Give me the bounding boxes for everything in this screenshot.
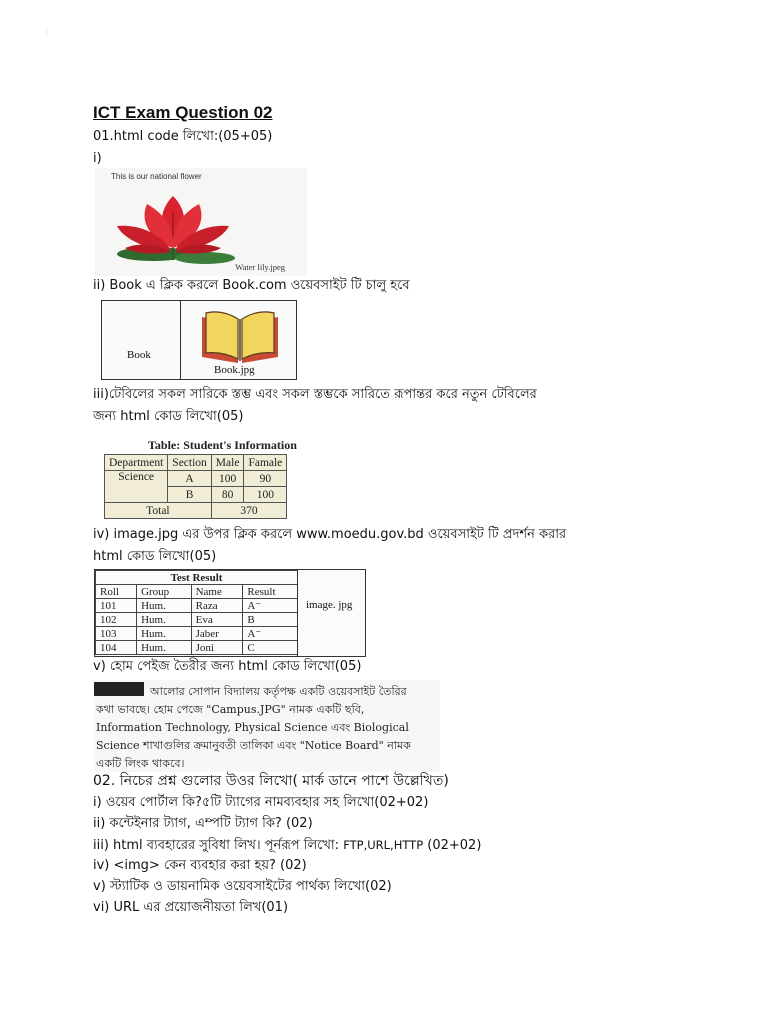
q2-item-5: v) স্ট্যাটিক ও ডায়নামিক ওয়েবসাইটের পার্থক্য লিখো(02) — [93, 879, 392, 894]
image-cell-label: image. jpg — [306, 599, 353, 611]
table-cell: 101 — [96, 599, 137, 613]
q2-item-1: i) ওয়েব পোর্টাল কি?৫টি ট্যাগের নামব্যবহার সহ লিখো(02+02) — [93, 795, 429, 810]
table-cell: Joni — [191, 641, 243, 655]
table-header-row — [105, 455, 287, 471]
table-cell: 80 — [211, 487, 244, 503]
q1-part1-label: i) — [93, 151, 102, 166]
scan-line: Science শাখাগুলির ক্রমানুবতী তালিকা এবং "Notice Board" নামক — [96, 739, 411, 752]
q1-part5: v) হোম পেইজ তৈরীর জন্য html কোড লিখো(05) — [93, 659, 362, 674]
student-table-title: Table: Student's Information — [148, 438, 297, 452]
table-cell: 103 — [96, 627, 137, 641]
table-cell: Hum. — [137, 599, 192, 613]
table-cell: B — [168, 487, 212, 503]
water-lily-figure — [95, 168, 307, 276]
q2-item-6: vi) URL এর প্রয়োজনীয়তা লিখ(01) — [93, 900, 289, 915]
open-book-icon — [198, 305, 282, 365]
page-corner-mark: ː — [46, 28, 49, 36]
test-result-title: Test Result — [96, 571, 298, 585]
table-header-cell: Group — [137, 585, 192, 599]
table-header-cell: Male — [211, 455, 244, 471]
table-header-cell: Famale — [244, 455, 287, 471]
table-cell: 100 — [211, 471, 244, 487]
table-row — [96, 599, 298, 613]
table-title-row — [96, 571, 298, 585]
q2-item-4: iv) <img> কেন ব্যবহার করা হয়? (02) — [93, 858, 307, 873]
table-cell: 104 — [96, 641, 137, 655]
table-row — [105, 471, 287, 487]
table-cell: Raza — [191, 599, 243, 613]
scan-line: Information Technology, Physical Science এবং Biological — [96, 721, 409, 734]
table-header-cell: Result — [243, 585, 298, 599]
table-cell: Eva — [191, 613, 243, 627]
table-cell: Hum. — [137, 641, 192, 655]
table-header-row — [96, 585, 298, 599]
book-link-label: Book — [127, 349, 151, 361]
table-cell: 100 — [244, 487, 287, 503]
q1-heading: 01.html code লিখো:(05+05) — [93, 129, 273, 144]
table-cell: A⁻ — [243, 599, 298, 613]
table-header-cell: Department — [105, 455, 168, 471]
book-image-label: Book.jpg — [214, 364, 255, 376]
q2-heading: 02. নিচের প্রশ্ন গুলোর উওর লিখো( মার্ক ডানে পাশে উল্লেখিত) — [93, 773, 449, 789]
test-result-table — [95, 570, 298, 655]
q1-part4-line2: html কোড লিখো(05) — [93, 549, 217, 564]
q2-item-3-marks: (02+02) — [423, 838, 482, 853]
table-header-cell: Roll — [96, 585, 137, 599]
table-cell: Hum. — [137, 613, 192, 627]
q2-item-3 — [93, 836, 481, 855]
q1-part3-line2: জন্য html কোড লিখো(05) — [93, 409, 244, 424]
table-cell: 102 — [96, 613, 137, 627]
table-cell: A⁻ — [243, 627, 298, 641]
table-cell-dept: Science — [105, 471, 168, 503]
table-row — [96, 613, 298, 627]
scan-line: আলোর সোপান বিদ্যালয় কর্তৃপক্ষ একটি ওয়েবসাইট তৈরির — [150, 685, 407, 698]
student-info-table — [104, 454, 287, 519]
lotus-caption-bottom: Water lily.jpeg — [235, 262, 285, 272]
table-total-value: 370 — [211, 503, 287, 519]
table-cell: A — [168, 471, 212, 487]
image-cell — [297, 570, 365, 656]
q2-item-3-text: iii) html ব্যবহারের সুবিধা লিখ। পূর্নরূপ লিখো: — [93, 838, 344, 853]
table-cell: 90 — [244, 471, 287, 487]
book-figure-divider — [180, 301, 181, 379]
book-figure — [101, 300, 297, 380]
scan-line: একটি লিংক থাকবে। — [96, 757, 185, 770]
lotus-flower-icon — [95, 168, 307, 276]
table-cell: Jaber — [191, 627, 243, 641]
table-total-label: Total — [105, 503, 212, 519]
page-title: ICT Exam Question 02 — [93, 103, 273, 122]
table-total-row — [105, 503, 287, 519]
table-cell: B — [243, 613, 298, 627]
q2-item-3-acronyms: FTP,URL,HTTP — [343, 838, 424, 852]
table-header-cell: Name — [191, 585, 243, 599]
table-row — [96, 627, 298, 641]
table-cell: C — [243, 641, 298, 655]
q2-item-2: ii) কন্টেইনার ট্যাগ, এম্পটি ট্যাগ কি? (02) — [93, 816, 313, 831]
table-row — [96, 641, 298, 655]
q1-part2: ii) Book এ ক্লিক করলে Book.com ওয়েবসাইট টি চালু হবে — [93, 278, 410, 293]
table-cell: Hum. — [137, 627, 192, 641]
lotus-caption-top: This is our national flower — [111, 172, 202, 181]
q1-part4-line1: iv) image.jpg এর উপর ক্লিক করলে www.moedu.gov.bd ওয়েবসাইট টি প্রদর্শন করার — [93, 527, 567, 542]
table-header-cell: Section — [168, 455, 212, 471]
q1-part3-line1: iii)টেবিলের সকল সারিকে স্তম্ভ এবং সকল স্তম্ভকে সারিতে রূপান্তর করে নতুন টেবিলের — [93, 387, 537, 402]
campus-scan-paragraph — [94, 680, 440, 772]
scan-line: কথা ভাবছে। হোম পেজে "Campus.JPG" নামক একটি ছবি, — [96, 703, 365, 716]
redaction-block — [94, 682, 144, 696]
test-result-figure — [94, 569, 366, 657]
